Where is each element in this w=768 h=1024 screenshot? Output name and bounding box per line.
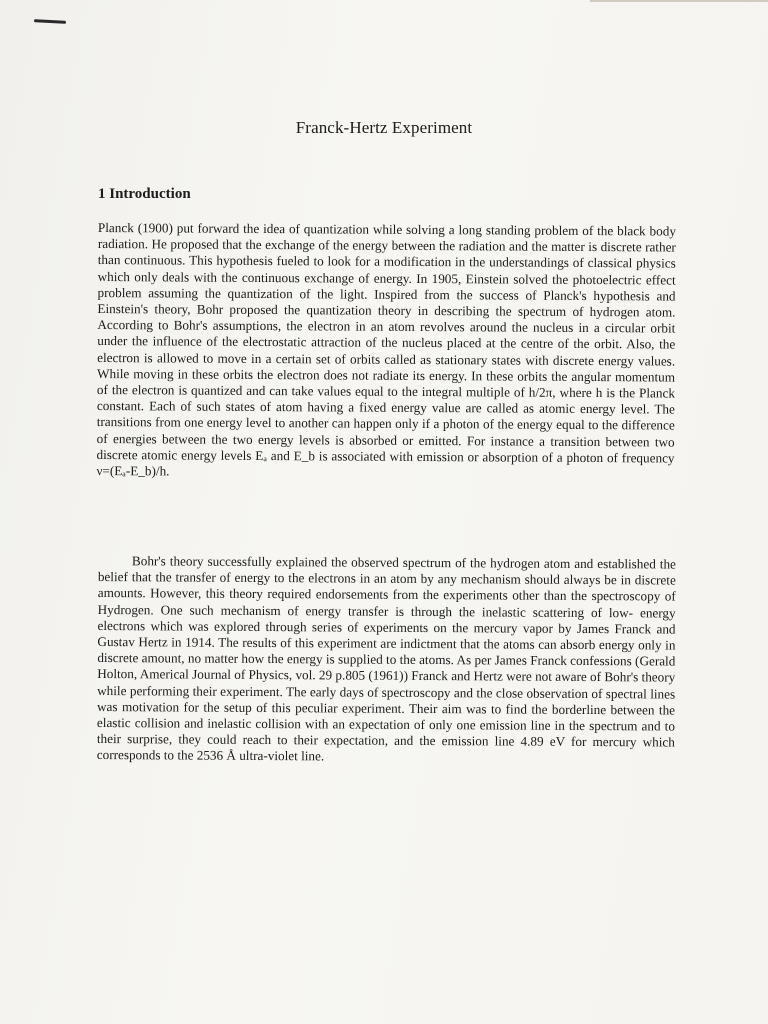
paper-edge <box>590 0 768 2</box>
section-heading: 1 Introduction <box>98 186 191 202</box>
paragraph-1: Planck (1900) put forward the idea of quantization while solving a long standing problem of the black body radiation. He proposed that the exchange of the energy between the radiation and the matter is discrete rather than continuous. This hypothesis fueled to look for a modification in the understandings of classical physics which only deals with the continuous exchange of energy. In 1905, Einstein solved the photoelectric effect problem assuming the quantization of the light. Inspired from the success of Planck's hypothesis and Einstein's theory, Bohr proposed the quantization theory in describing the spectrum of hydrogen atom. According to Bohr's assumptions, the electron in an atom revolves around the nucleus in a circular orbit under the influence of the electrostatic attraction of the nucleus placed at the centre of the orbit. Also, the electron is allowed to move in a certain set of orbits called as stationary states with discrete energy values. While moving in these orbits the electron does not radiate its energy. In these orbits the angular momentum of the electron is quantized and can take values equal to the integral multiple of h/2π, where h is the Planck constant. Each of such states of atom having a fixed energy value are called as atomic energy level. The transitions from one energy level to another can happen only if a photon of the energy equal to the difference of energies between the two energy levels is absorbed or emitted. For instance a transition between two discrete atomic energy levels Eₐ and E_b is associated with emission or absorption of a photon of frequency ν=(Eₐ-E_b)/h. <box>96 220 676 479</box>
paragraph-2: Bohr's theory successfully explained the observed spectrum of the hydrogen atom and established the belief that the transfer of energy to the electrons in an atom by any mechanism should always be in discrete amounts. However, this theory required endorsements from the experiments other than the spectroscopy of Hydrogen. One such mechanism of energy transfer is through the inelastic scattering of low- energy electrons which was explored through series of experiments on the mercury vapor by James Franck and Gustav Hertz in 1914. The results of this experiment are indictment that the atoms can absorb energy only in discrete amount, no matter how the energy is supplied to the atoms. As per James Franck confessions (Gerald Holton, Americal Journal of Physics, vol. 29 p.805 (1961)) Franck and Hertz were not aware of Bohr's theory while performing their experiment. The early days of spectroscopy and the close observation of spectral lines was motivation for the setup of this peculiar experiment. Their aim was to find the borderline between the elastic collision and inelastic collision with an expectation of only one emission line in the spectrum and to their surprise, they could reach to their expectation, and the emission line 4.89 eV for mercury which corresponds to the 2536 Å ultra-violet line. <box>96 553 676 764</box>
document-title: Franck-Hertz Experiment <box>295 118 473 137</box>
pen-mark <box>34 19 66 24</box>
